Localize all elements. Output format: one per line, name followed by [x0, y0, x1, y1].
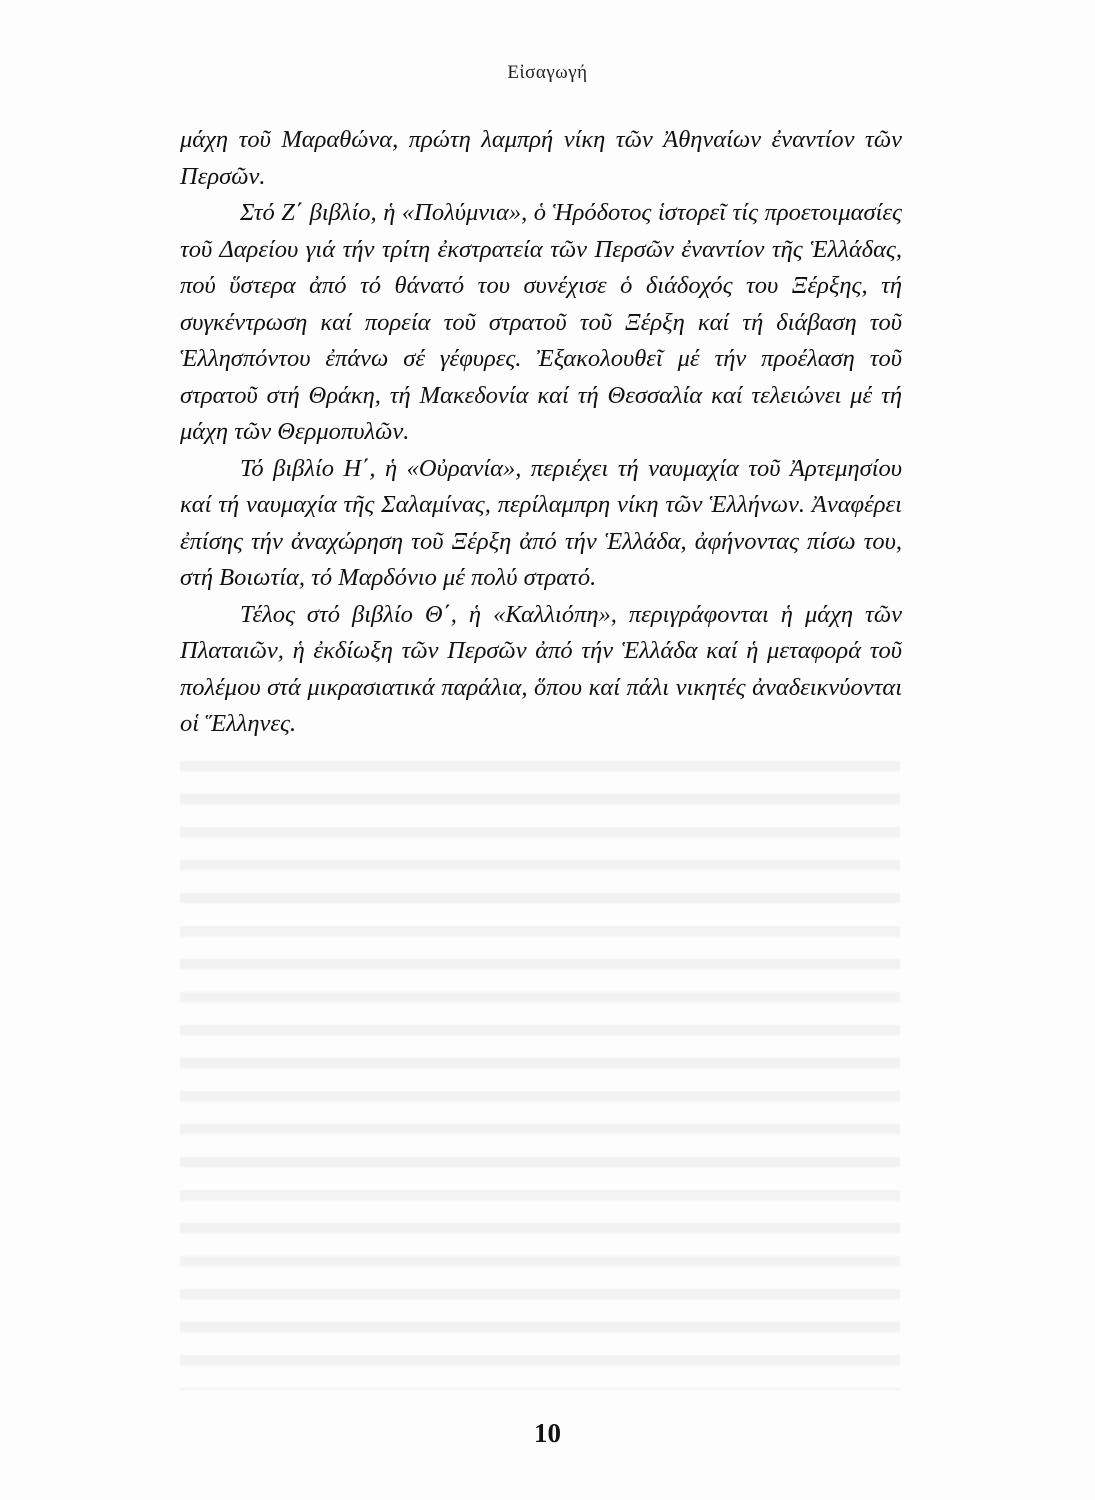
- running-head: Εἰσαγωγή: [507, 62, 588, 83]
- paragraph-4: Τέλος στό βιβλίο Θ΄, ἡ «Καλλιόπη», περιγράφονται ἡ μάχη τῶν Πλαταιῶν, ἡ ἐκδίωξη τῶν Περσῶν ἀπό τήν Ἑλλάδα καί ἡ μεταφορά τοῦ πολέμου στά μικρασιατικά παράλια, ὅπου καί πάλι νικητές ἀναδεικνύονται οἱ Ἕλληνες.: [180, 600, 902, 737]
- page-number: 10: [534, 1418, 561, 1448]
- paragraph-2: Στό Ζ΄ βιβλίο, ἡ «Πολύμνια», ὁ Ἡρόδοτος ἱστορεῖ τίς προετοιμασίες τοῦ Δαρείου γιά τήν τρίτη ἐκστρατεία τῶν Περσῶν ἐναντίον τῆς Ἑλλάδας, πού ὕστερα ἀπό τό θάνατό του συνέχισε ὁ διάδοχός του Ξέρξης, τή συγκέντρωση καί πορεία τοῦ στρατοῦ τοῦ Ξέρξη καί τή διάβαση τοῦ Ἑλλησπόντου ἐπάνω σέ γέφυρες. Ἐξακολουθεῖ μέ τήν προέλαση τοῦ στρατοῦ στή Θράκη, τή Μακεδονία καί τή Θεσσαλία καί τελειώνει μέ τή μάχη τῶν Θερμοπυλῶν.: [180, 199, 902, 445]
- body-text: [180, 122, 902, 743]
- paragraph-1: μάχη τοῦ Μαραθώνα, πρώτη λαμπρή νίκη τῶν Ἀθηναίων ἐναντίον τῶν Περσῶν.: [180, 126, 902, 190]
- paragraph-3: Τό βιβλίο Η΄, ἡ «Οὐρανία», περιέχει τή ναυμαχία τοῦ Ἀρτεμησίου καί τή ναυμαχία τῆς Σαλαμίνας, περίλαμπρη νίκη τῶν Ἑλλήνων. Ἀναφέρει ἐπίσης τήν ἀναχώρηση τοῦ Ξέρξη ἀπό τήν Ἑλλάδα, ἀφήνοντας πίσω του, στή Βοιωτία, τό Μαρδόνιο μέ πολύ στρατό.: [180, 454, 902, 591]
- bleed-through-shadow: [180, 740, 900, 1390]
